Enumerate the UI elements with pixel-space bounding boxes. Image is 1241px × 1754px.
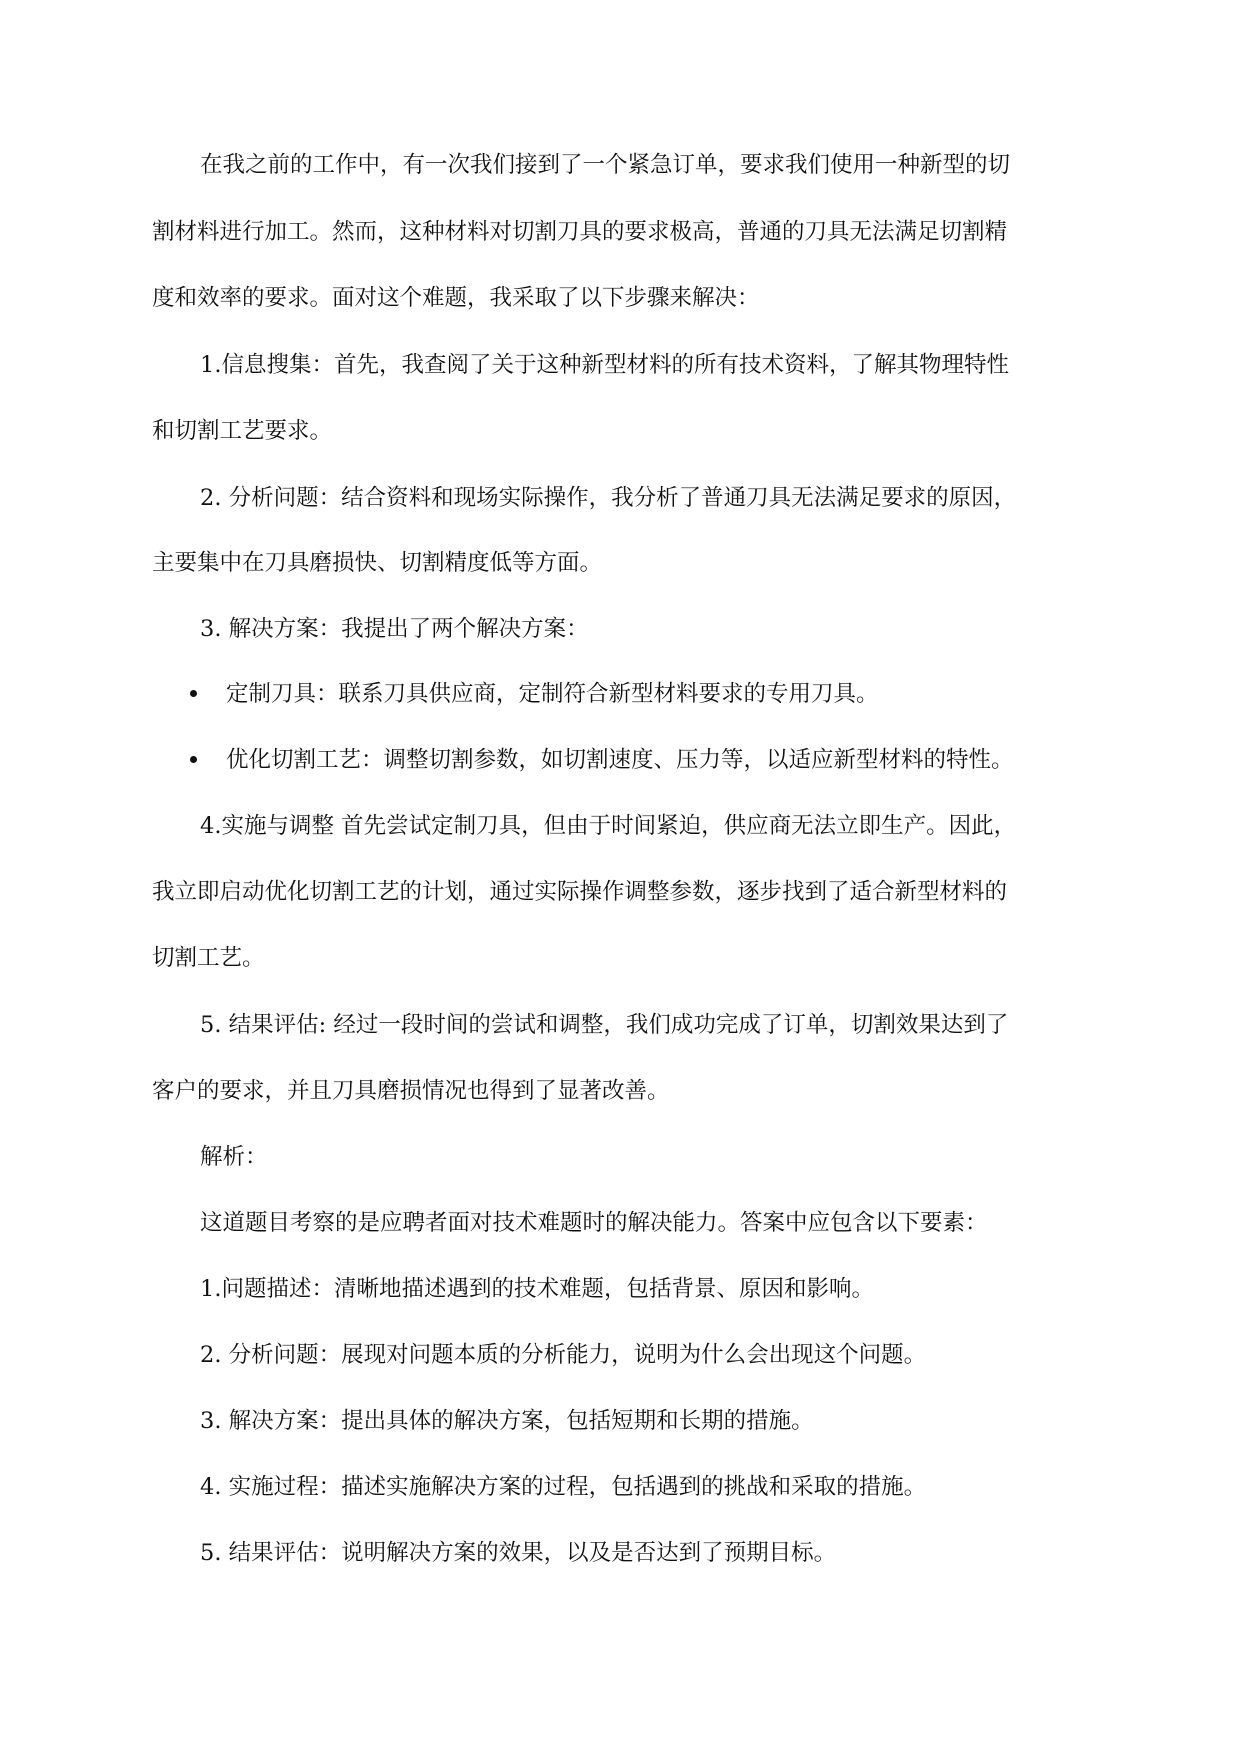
analysis-item: 3. 解决方案：提出具体的解决方案，包括短期和长期的措施。 [200,1408,814,1434]
step-line: 切割工艺。 [152,945,265,971]
analysis-item: 1.问题描述：清晰地描述遇到的技术难题，包括背景、原因和影响。 [200,1276,874,1302]
bullet-icon [190,756,197,763]
bullet-icon [190,690,197,697]
bullet-text: 优化切割工艺：调整切割参数，如切割速度、压力等，以适应新型材料的特性。 [226,747,1014,773]
analysis-heading: 解析： [200,1144,268,1170]
step-line: 我立即启动优化切割工艺的计划，通过实际操作调整参数，逐步找到了适合新型材料的 [152,879,1008,905]
step-line: 3. 解决方案：我提出了两个解决方案： [200,616,589,642]
step-line: 客户的要求，并且刀具磨损情况也得到了显著改善。 [152,1078,670,1104]
step-line: 4.实施与调整 首先尝试定制刀具，但由于时间紧迫，供应商无法立即生产。因此， [200,813,1017,839]
bullet-text: 定制刀具：联系刀具供应商，定制符合新型材料要求的专用刀具。 [226,681,879,707]
analysis-item: 2. 分析问题：展现对问题本质的分析能力，说明为什么会出现这个问题。 [200,1342,927,1368]
step-line: 2. 分析问题：结合资料和现场实际操作，我分析了普通刀具无法满足要求的原因， [200,485,1017,511]
step-line: 和切割工艺要求。 [152,418,333,444]
step-line: 1.信息搜集：首先，我查阅了关于这种新型材料的所有技术资料，了解其物理特性 [200,352,1009,378]
paragraph-line: 度和效率的要求。面对这个难题，我采取了以下步骤来解决： [152,285,760,311]
paragraph-line: 割材料进行加工。然而，这种材料对切割刀具的要求极高，普通的刀具无法满足切割精 [152,219,1008,245]
paragraph-line: 在我之前的工作中，有一次我们接到了一个紧急订单，要求我们使用一种新型的切 [200,152,1011,178]
step-line: 5. 结果评估: 经过一段时间的尝试和调整，我们成功完成了订单，切割效果达到了 [200,1012,1009,1038]
analysis-item: 4. 实施过程：描述实施解决方案的过程，包括遇到的挑战和采取的措施。 [200,1474,927,1500]
analysis-intro: 这道题目考察的是应聘者面对技术难题时的解决能力。答案中应包含以下要素： [200,1210,988,1236]
analysis-item: 5. 结果评估：说明解决方案的效果，以及是否达到了预期目标。 [200,1540,837,1566]
step-line: 主要集中在刀具磨损快、切割精度低等方面。 [152,550,603,576]
